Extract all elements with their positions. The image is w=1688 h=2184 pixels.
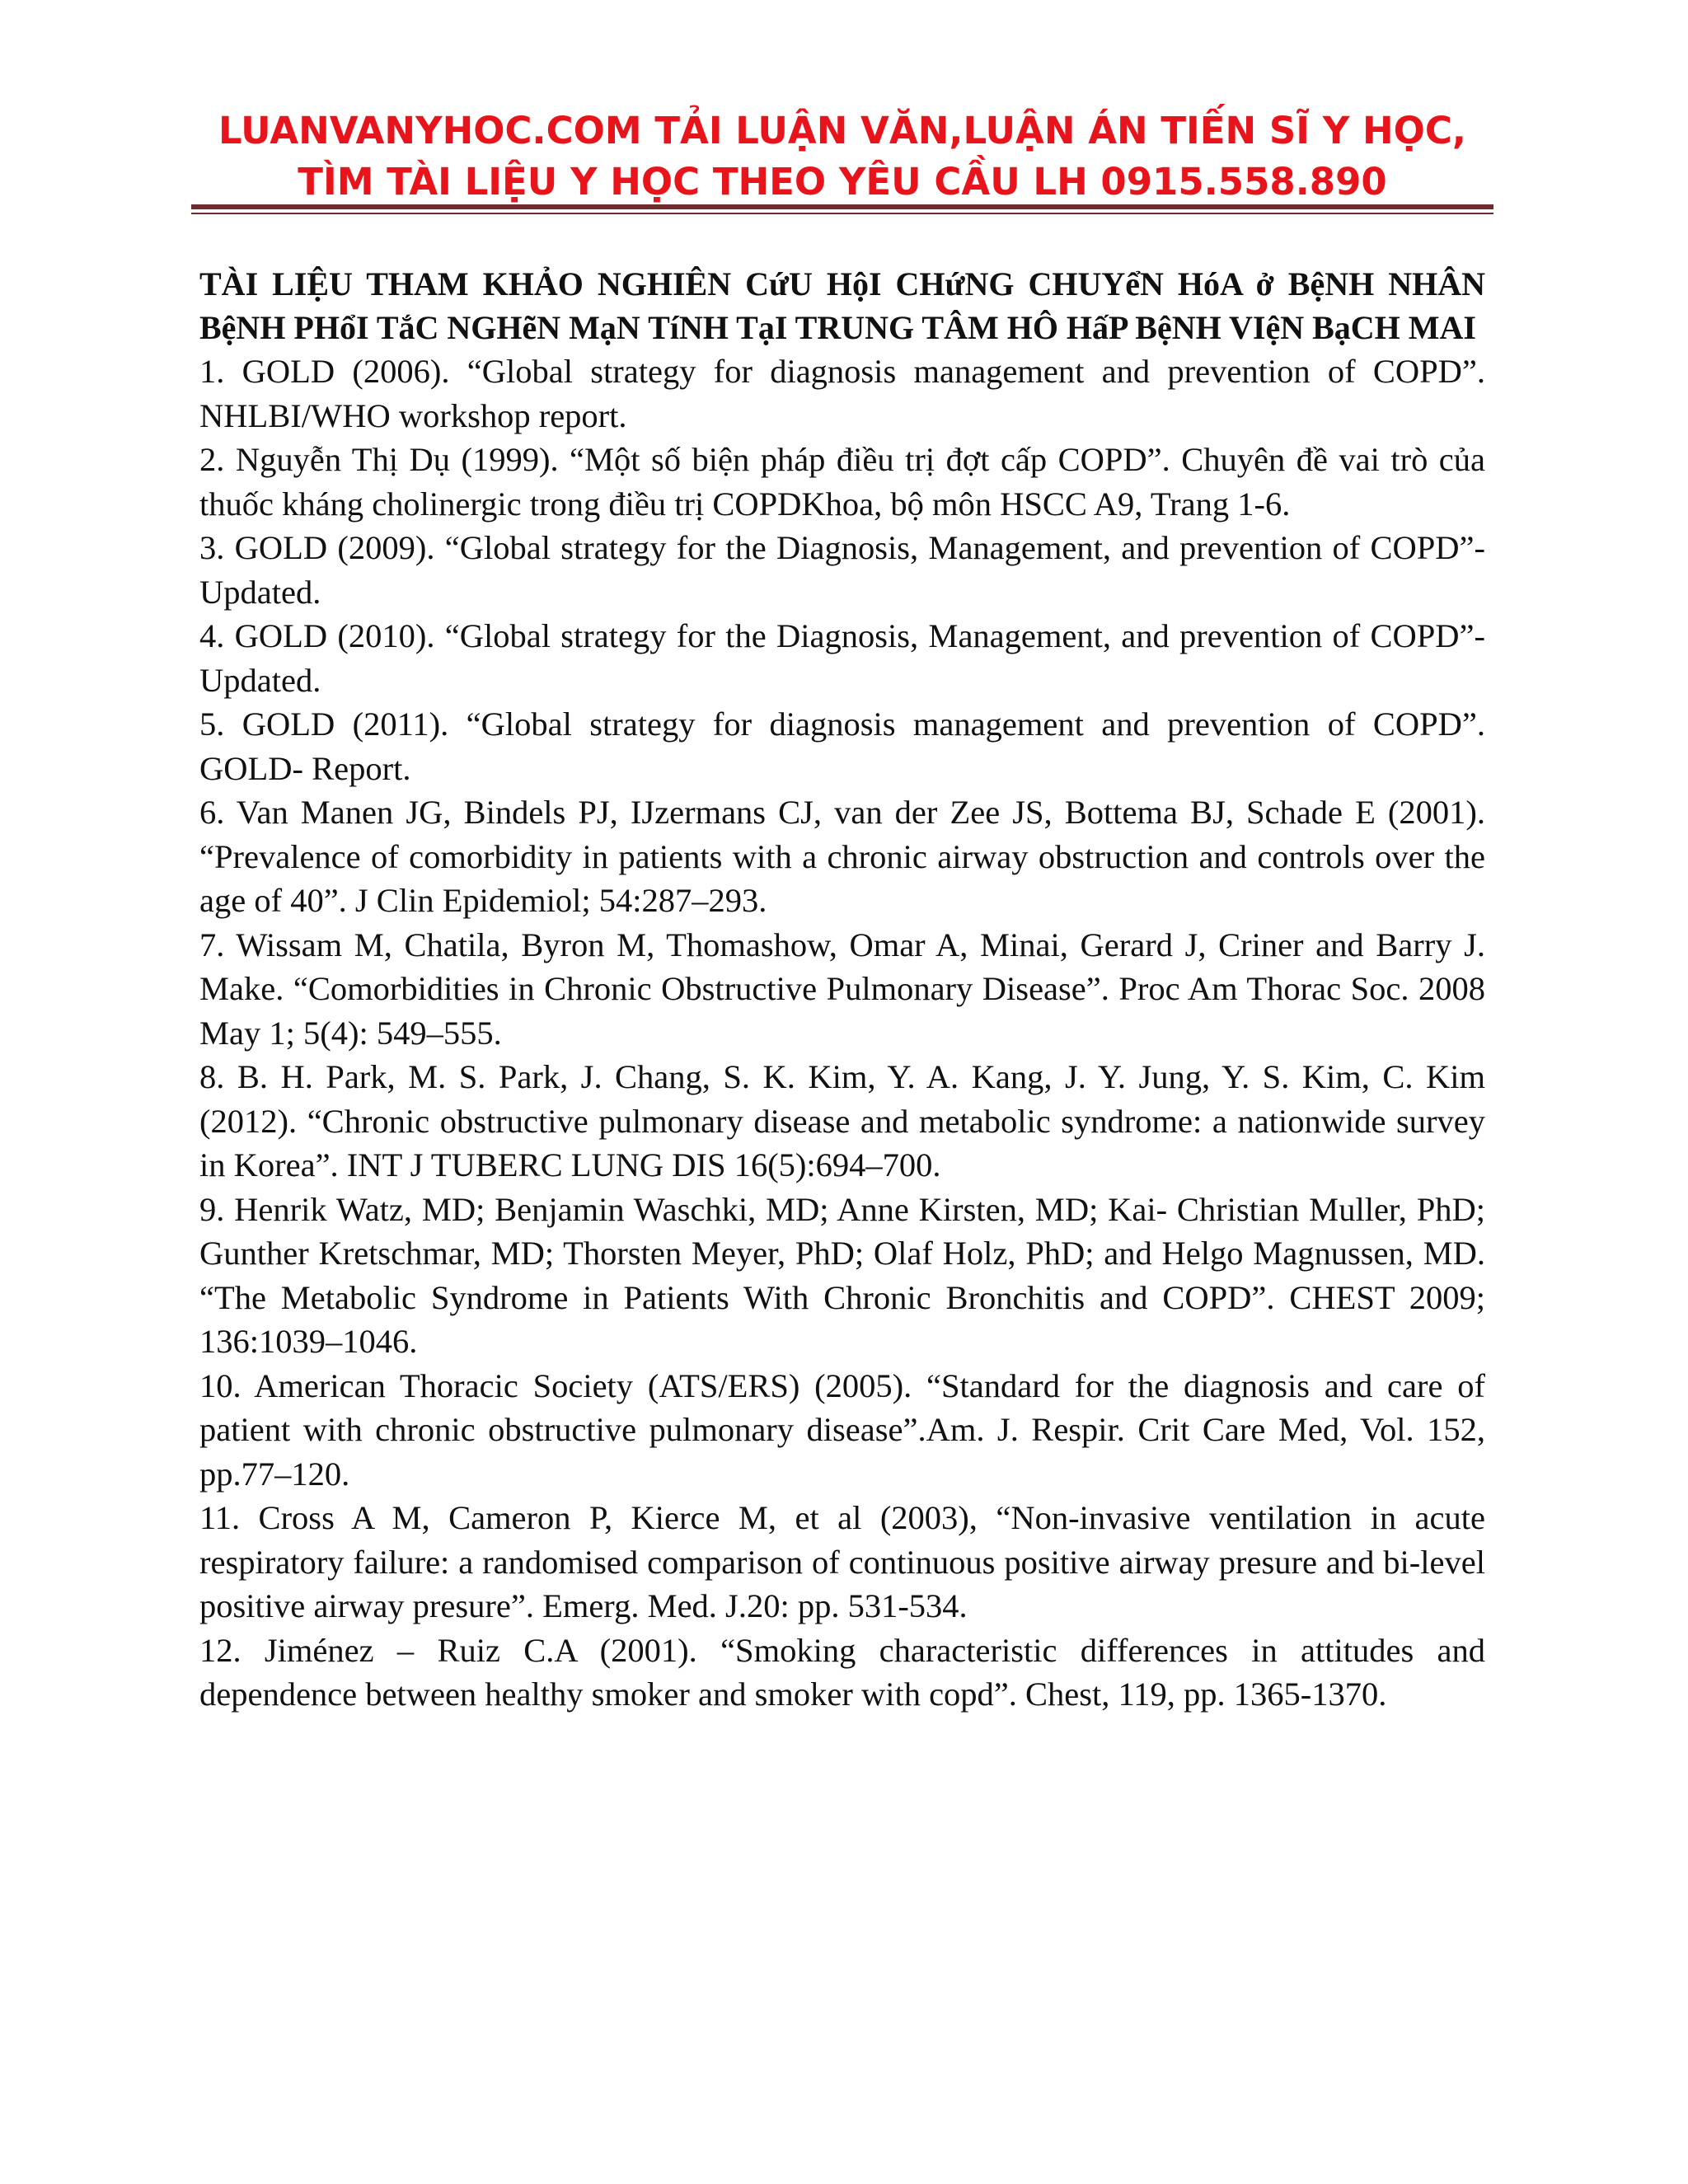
reference-item: 9. Henrik Watz, MD; Benjamin Waschki, MD; Anne Kirsten, MD; Kai- Christian Muller, PhD; Gunther Kretschmar, MD; Thorsten Meyer, PhD; Olaf Holz, PhD; and Helgo Magnussen, MD. “The Metabolic Syndrome in Patients With Chronic Bronchitis and COPD”. CHEST 2009; 136:1039–1046. bbox=[199, 1190, 1485, 1360]
header-rule-thick bbox=[191, 204, 1493, 209]
reference-item: 5. GOLD (2011). “Global strategy for diagnosis management and prevention of COPD”. GOLD- Report. bbox=[199, 705, 1485, 787]
document-title: TÀI LIỆU THAM KHẢO NGHIÊN CứU HộI CHứNG CHUYểN HóA ở BệNH NHÂN BệNH PHổI TắC NGHẽN MạN TíNH TạI TRUNG TÂM HÔ HấP BệNH VIệN BạCH MAI bbox=[199, 265, 1485, 346]
reference-list bbox=[199, 349, 1485, 1717]
reference-item: 1. GOLD (2006). “Global strategy for diagnosis management and prevention of COPD”. NHLBI/WHO workshop report. bbox=[199, 353, 1485, 434]
page-header bbox=[191, 105, 1493, 208]
reference-item: 6. Van Manen JG, Bindels PJ, IJzermans CJ, van der Zee JS, Bottema BJ, Schade E (2001). “Prevalence of comorbidity in patients with a chronic airway obstruction and controls over the age of 40”. J Clin Epidemiol; 54:287–293. bbox=[199, 794, 1485, 919]
reference-item: 12. Jiménez – Ruiz C.A (2001). “Smoking characteristic differences in attitudes and dependence between healthy smoker and smoker with copd”. Chest, 119, pp. 1365-1370. bbox=[199, 1631, 1485, 1713]
reference-item: 7. Wissam M, Chatila, Byron M, Thomashow, Omar A, Minai, Gerard J, Criner and Barry J. Make. “Comorbidities in Chronic Obstructive Pulmonary Disease”. Proc Am Thorac Soc. 2008 May 1; 5(4): 549–555. bbox=[199, 926, 1485, 1052]
reference-item: 10. American Thoracic Society (ATS/ERS) (2005). “Standard for the diagnosis and care of patient with chronic obstructive pulmonary disease”.Am. J. Respir. Crit Care Med, Vol. 152, pp.77–120. bbox=[199, 1366, 1485, 1493]
reference-item: 11. Cross A M, Cameron P, Kierce M, et al (2003), “Non-invasive ventilation in acute respiratory failure: a randomised comparison of continuous positive airway presure and bi-level positive airway presure”. Emerg. Med. J.20: pp. 531-534. bbox=[199, 1499, 1485, 1624]
document-body bbox=[199, 262, 1485, 1717]
header-line-1: LUANVANYHOC.COM TẢI LUẬN VĂN,LUẬN ÁN TIẾN SĨ Y HỌC, bbox=[218, 109, 1466, 152]
reference-item: 2. Nguyễn Thị Dụ (1999). “Một số biện pháp điều trị đợt cấp COPD”. Chuyên đề vai trò của thuốc kháng cholinergic trong điều trị COPDKhoa, bộ môn HSCC A9, Trang 1-6. bbox=[199, 441, 1485, 523]
header-rule-thin bbox=[191, 213, 1493, 214]
reference-item: 8. B. H. Park, M. S. Park, J. Chang, S. K. Kim, Y. A. Kang, J. Y. Jung, Y. S. Kim, C. Kim (2012). “Chronic obstructive pulmonary disease and metabolic syndrome: a nationwide survey in Korea”. INT J TUBERC LUNG DIS 16(5):694–700. bbox=[199, 1058, 1485, 1183]
header-line-2: TÌM TÀI LIỆU Y HỌC THEO YÊU CẦU LH 0915.558.890 bbox=[298, 160, 1387, 204]
reference-item: 4. GOLD (2010). “Global strategy for the Diagnosis, Management, and prevention of COPD”- Updated. bbox=[199, 617, 1485, 699]
reference-item: 3. GOLD (2009). “Global strategy for the Diagnosis, Management, and prevention of COPD”- Updated. bbox=[199, 529, 1485, 611]
